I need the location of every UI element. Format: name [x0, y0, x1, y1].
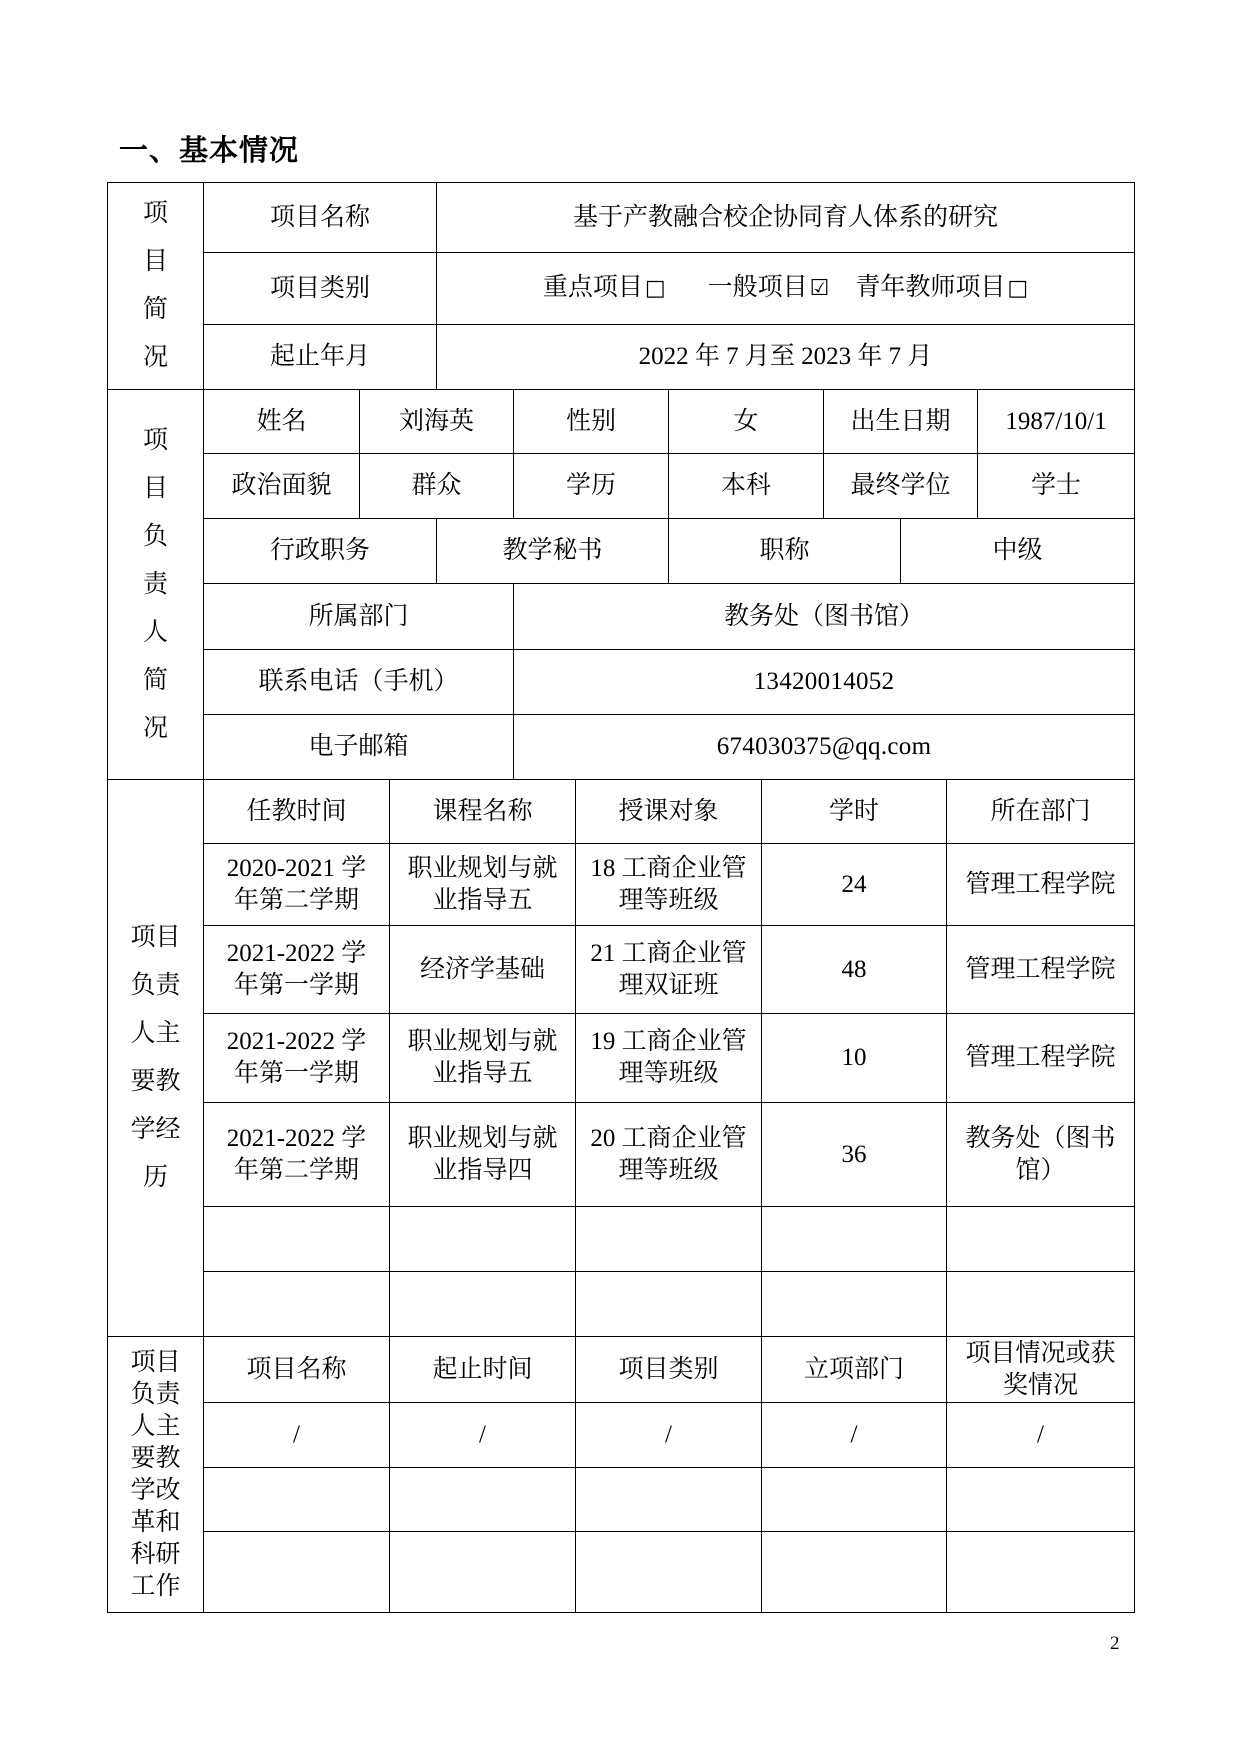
category-option-young-teacher-project [855, 272, 1028, 305]
research-work-table [107, 1336, 1135, 1613]
table-cell-empty [204, 1468, 390, 1532]
leader-row-position [108, 519, 1135, 584]
research-header-period: 起止时间 [432, 1355, 533, 1383]
research-category: / [665, 1421, 672, 1448]
column-header [576, 1337, 762, 1403]
table-cell [947, 1403, 1135, 1468]
table-cell [204, 1103, 390, 1207]
column-header [204, 780, 390, 844]
page-number: 2 [1110, 1633, 1120, 1654]
category-option-text: 青年教师项目 [855, 274, 1006, 301]
teaching-audience: 18 工商企业管理等班级 [590, 854, 747, 914]
table-cell-empty [390, 1207, 576, 1272]
leader-section-label: 项目负责人简况 [142, 426, 168, 742]
teaching-header-course: 课程名称 [432, 797, 533, 825]
research-header-name: 项目名称 [246, 1355, 347, 1383]
leader-name-label: 姓名 [204, 390, 360, 454]
teaching-header-audience: 授课对象 [618, 797, 719, 825]
project-period-row [108, 325, 1135, 390]
table-row [108, 1103, 1135, 1207]
project-category-label: 项目类别 [204, 253, 437, 325]
basic-info-form [107, 182, 1134, 1613]
leader-political-label: 政治面貌 [204, 454, 360, 519]
table-cell-empty [204, 1207, 390, 1272]
teaching-audience: 20 工商企业管理等班级 [590, 1124, 747, 1184]
leader-education-value: 本科 [669, 454, 824, 519]
teaching-section-cell [108, 780, 204, 1337]
project-category-row [108, 253, 1135, 325]
table-cell-empty [390, 1532, 576, 1613]
project-name-value: 基于产教融合校企协同育人体系的研究 [437, 183, 1135, 253]
table-cell [204, 844, 390, 926]
project-period-value: 2022 年 7 月至 2023 年 7 月 [437, 325, 1135, 390]
teaching-section-label: 项目负责人主要教学经历 [130, 924, 181, 1191]
leader-phone-value: 13420014052 [514, 650, 1135, 715]
table-cell-empty [390, 1272, 576, 1337]
teaching-audience: 21 工商企业管理双证班 [590, 939, 747, 999]
category-option-text: 一般项目 [707, 274, 808, 301]
table-cell [390, 1403, 576, 1468]
teaching-period: 2021-2022 学年第二学期 [226, 1124, 367, 1184]
leader-title-value: 中级 [901, 519, 1135, 584]
column-header [762, 780, 947, 844]
table-row-empty [108, 1207, 1135, 1272]
project-name-row [108, 183, 1135, 253]
project-overview-label: 项目简况 [142, 200, 168, 371]
teaching-course: 职业规划与就业指导四 [407, 1124, 558, 1184]
section-title: 一、基本情况 [119, 135, 300, 167]
leader-position-value: 教学秘书 [437, 519, 669, 584]
column-header [390, 1337, 576, 1403]
research-department: / [850, 1421, 858, 1448]
teaching-department: 管理工程学院 [965, 955, 1116, 983]
table-cell-empty [762, 1207, 947, 1272]
leader-row-name [108, 390, 1135, 454]
table-cell [762, 1014, 947, 1103]
teaching-department: 教务处（图书馆） [965, 1124, 1116, 1184]
checkbox-unchecked-icon: □ [1007, 276, 1029, 301]
teaching-period: 2021-2022 学年第一学期 [226, 939, 367, 999]
table-row [108, 926, 1135, 1014]
leader-title-label: 职称 [669, 519, 901, 584]
leader-profile-table [107, 389, 1135, 780]
leader-row-department [108, 584, 1135, 650]
research-name: / [293, 1421, 300, 1448]
leader-row-political [108, 454, 1135, 519]
table-cell [947, 1103, 1135, 1207]
leader-department-label: 所属部门 [204, 584, 514, 650]
teaching-course: 职业规划与就业指导五 [407, 854, 558, 914]
research-section-label: 项目负责人主要教学改革和科研工作 [130, 1348, 181, 1600]
teaching-header-department: 所在部门 [990, 797, 1091, 825]
table-cell-empty [947, 1532, 1135, 1613]
leader-name-value: 刘海英 [360, 390, 514, 454]
table-cell-empty [390, 1468, 576, 1532]
teaching-hours: 36 [841, 1140, 867, 1168]
table-cell [576, 1014, 762, 1103]
teaching-department: 管理工程学院 [965, 1044, 1116, 1071]
teaching-department: 管理工程学院 [965, 870, 1116, 898]
leader-phone-label: 联系电话（手机） [204, 650, 514, 715]
category-option-text: 重点项目 [542, 274, 643, 301]
table-cell [204, 926, 390, 1014]
leader-row-phone [108, 650, 1135, 715]
research-header-result: 项目情况或获奖情况 [965, 1339, 1116, 1399]
research-result: / [1037, 1421, 1044, 1448]
table-row [108, 844, 1135, 926]
table-cell [947, 926, 1135, 1014]
table-cell-empty [576, 1272, 762, 1337]
research-header-category: 项目类别 [618, 1355, 719, 1383]
leader-degree-value: 学士 [978, 454, 1135, 519]
table-cell [762, 926, 947, 1014]
table-cell [762, 844, 947, 926]
table-cell [390, 926, 576, 1014]
column-header [947, 1337, 1135, 1403]
table-cell-empty [762, 1272, 947, 1337]
leader-gender-value: 女 [669, 390, 824, 454]
table-cell-empty [576, 1207, 762, 1272]
checkbox-unchecked-icon: □ [644, 276, 666, 301]
leader-row-email [108, 715, 1135, 780]
table-cell-empty [204, 1532, 390, 1613]
leader-degree-label: 最终学位 [824, 454, 978, 519]
column-header [947, 780, 1135, 844]
teaching-hours: 10 [841, 1044, 867, 1071]
table-cell [576, 926, 762, 1014]
teaching-experience-table [107, 779, 1135, 1337]
column-header [204, 1337, 390, 1403]
checkbox-checked-icon: ☑ [809, 276, 830, 301]
research-header-row [108, 1337, 1135, 1403]
leader-section-cell [108, 390, 204, 780]
teaching-course: 职业规划与就业指导五 [407, 1028, 558, 1087]
table-cell [390, 1014, 576, 1103]
teaching-audience: 19 工商企业管理等班级 [590, 1028, 747, 1087]
teaching-hours: 48 [841, 955, 867, 983]
leader-political-value: 群众 [360, 454, 514, 519]
project-overview-section-cell [108, 183, 204, 390]
leader-position-label: 行政职务 [204, 519, 437, 584]
table-cell-empty [576, 1468, 762, 1532]
research-section-cell [108, 1337, 204, 1613]
table-cell [390, 1103, 576, 1207]
table-cell [576, 1103, 762, 1207]
teaching-hours: 24 [841, 870, 867, 898]
teaching-period: 2020-2021 学年第二学期 [226, 854, 367, 914]
table-row [108, 1403, 1135, 1468]
leader-education-label: 学历 [514, 454, 669, 519]
leader-birth-label: 出生日期 [824, 390, 978, 454]
teaching-header-period: 任教时间 [246, 797, 347, 825]
table-cell-empty [947, 1207, 1135, 1272]
table-cell-empty [762, 1532, 947, 1613]
teaching-header-hours: 学时 [828, 797, 879, 825]
leader-birth-value: 1987/10/1 [978, 390, 1135, 454]
research-header-department: 立项部门 [803, 1355, 904, 1383]
table-cell-empty [576, 1532, 762, 1613]
table-row-empty [108, 1272, 1135, 1337]
leader-email-value: 674030375@qq.com [514, 715, 1135, 780]
table-cell [204, 1014, 390, 1103]
project-overview-table [107, 182, 1135, 390]
column-header [762, 1337, 947, 1403]
column-header [390, 780, 576, 844]
leader-email-label: 电子邮箱 [204, 715, 514, 780]
table-cell [576, 844, 762, 926]
leader-department-value: 教务处（图书馆） [514, 584, 1135, 650]
table-cell-empty [762, 1468, 947, 1532]
research-period: / [479, 1421, 486, 1448]
table-cell [762, 1103, 947, 1207]
category-option-key-project [543, 272, 666, 305]
teaching-period: 2021-2022 学年第一学期 [226, 1028, 367, 1087]
table-cell [204, 1403, 390, 1468]
project-period-label: 起止年月 [204, 325, 437, 390]
project-category-options [437, 253, 1135, 325]
project-name-label: 项目名称 [204, 183, 437, 253]
table-row-empty [108, 1532, 1135, 1613]
teaching-header-row [108, 780, 1135, 844]
table-row-empty [108, 1468, 1135, 1532]
table-cell-empty [947, 1468, 1135, 1532]
table-cell [947, 844, 1135, 926]
table-cell [390, 844, 576, 926]
table-cell [947, 1014, 1135, 1103]
table-cell-empty [947, 1272, 1135, 1337]
table-cell [576, 1403, 762, 1468]
leader-gender-label: 性别 [514, 390, 669, 454]
teaching-course: 经济学基础 [419, 955, 545, 983]
table-cell [762, 1403, 947, 1468]
category-option-general-project [708, 272, 830, 305]
table-row [108, 1014, 1135, 1103]
column-header [576, 780, 762, 844]
table-cell-empty [204, 1272, 390, 1337]
